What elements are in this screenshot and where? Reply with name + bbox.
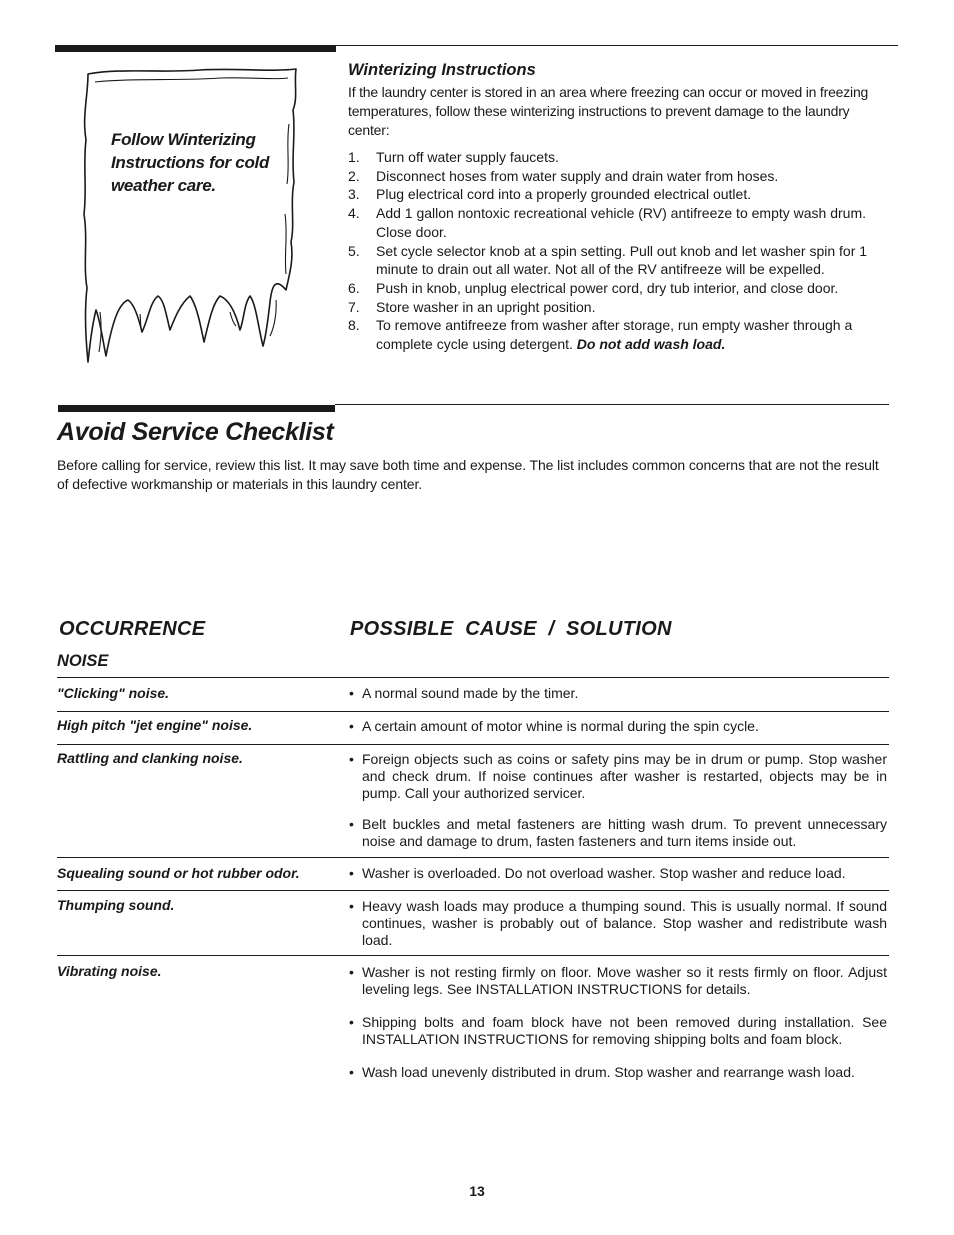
winterizing-step: 7. Store washer in an upright position.	[348, 298, 596, 315]
solution-item: • Washer is not resting firmly on floor. Move washer so it rests firmly on floor. Adjust leveling legs. See INSTALLATION INSTRUCTIONS for details.	[349, 964, 887, 998]
solution-item: • Washer is overloaded. Do not overload washer. Stop washer and reduce load.	[349, 865, 887, 882]
winterizing-steps	[348, 148, 890, 354]
row-separator	[57, 955, 889, 956]
solution-list	[349, 865, 887, 882]
section-rule-thin	[335, 404, 889, 405]
column-header-occurrence: OCCURRENCE	[59, 618, 206, 640]
winterizing-step: 3. Plug electrical cord into a properly grounded electrical outlet.	[348, 186, 752, 203]
winterizing-title: Winterizing Instructions	[348, 61, 536, 79]
icicle-frame-icon	[80, 64, 302, 372]
row-separator	[57, 677, 889, 678]
solution-item: • Shipping bolts and foam block have not been removed during installation. See INSTALLATION INSTRUCTIONS for removing shipping bolts and foam block.	[349, 1014, 887, 1048]
solution-item: • Heavy wash loads may produce a thumping sound. This is usually normal. If sound continues, washer is probably out of balance. Stop washer and redistribute wash load.	[349, 898, 887, 949]
occurrence-label: High pitch "jet engine" noise.	[57, 717, 253, 733]
solution-item: • Foreign objects such as coins or safety pins may be in drum or pump. Stop washer and check drum. If noise continues after washer is restarted, objects may be in pump. Call your authorized servicer.	[349, 751, 887, 802]
occurrence-label: Thumping sound.	[57, 897, 175, 913]
checklist-intro: Before calling for service, review this list. It may save both time and expense. The list includes common concerns that are not the result of defective workmanship or materials in this laundry center.	[57, 457, 879, 492]
top-rule-thin	[336, 45, 898, 46]
solution-item: • A normal sound made by the timer.	[349, 685, 887, 702]
winterizing-callout: Follow Winterizing Instructions for cold weather care.	[111, 130, 270, 195]
top-rule-thick	[55, 45, 336, 52]
solution-list	[349, 898, 887, 949]
occurrence-label: Rattling and clanking noise.	[57, 750, 243, 766]
solution-list	[349, 964, 887, 1081]
page-number: 13	[469, 1183, 485, 1199]
row-separator	[57, 744, 889, 745]
solution-list	[349, 751, 887, 850]
row-separator	[57, 711, 889, 712]
winterizing-step: 2. Disconnect hoses from water supply and drain water from hoses.	[348, 167, 779, 184]
occurrence-label: Squealing sound or hot rubber odor.	[57, 865, 300, 881]
winterizing-step: 6. Push in knob, unplug electrical power cord, dry tub interior, and close door.	[348, 279, 839, 296]
winterizing-step: 4. Add 1 gallon nontoxic recreational vehicle (RV) antifreeze to empty wash drum. Close door.	[348, 205, 866, 240]
solution-item: • Wash load unevenly distributed in drum. Stop washer and rearrange wash load.	[349, 1064, 887, 1081]
checklist-title: Avoid Service Checklist	[57, 418, 334, 446]
column-header-cause: POSSIBLE CAUSE / SOLUTION	[350, 618, 672, 640]
solution-list	[349, 718, 887, 735]
occurrence-label: "Clicking" noise.	[57, 685, 170, 701]
occurrence-label: Vibrating noise.	[57, 963, 162, 979]
winterizing-step: 8. To remove antifreeze from washer after storage, run empty washer through a complete cycle using detergent. Do not add wash load.	[348, 317, 853, 353]
winterizing-step: 5. Set cycle selector knob at a spin setting. Pull out knob and let washer spin for 1 minute to drain out all water. Not all of the RV antifreeze will be expelled.	[348, 242, 868, 278]
solution-list	[349, 685, 887, 702]
solution-item: • A certain amount of motor whine is normal during the spin cycle.	[349, 718, 887, 735]
winterizing-intro: If the laundry center is stored in an area where freezing can occur or moved in freezing temperatures, follow these winterizing instructions to prevent damage to the laundry center:	[348, 84, 869, 138]
row-separator	[57, 890, 889, 891]
section-heading-noise: NOISE	[57, 652, 109, 670]
winterizing-warning: Do not add wash load.	[576, 336, 726, 353]
row-separator	[57, 857, 889, 858]
section-rule-thick	[58, 405, 335, 412]
winterizing-step: 1. Turn off water supply faucets.	[348, 149, 559, 165]
solution-item: • Belt buckles and metal fasteners are hitting wash drum. To prevent unnecessary noise and damage to drum, fasten fasteners and turn items inside out.	[349, 816, 887, 850]
